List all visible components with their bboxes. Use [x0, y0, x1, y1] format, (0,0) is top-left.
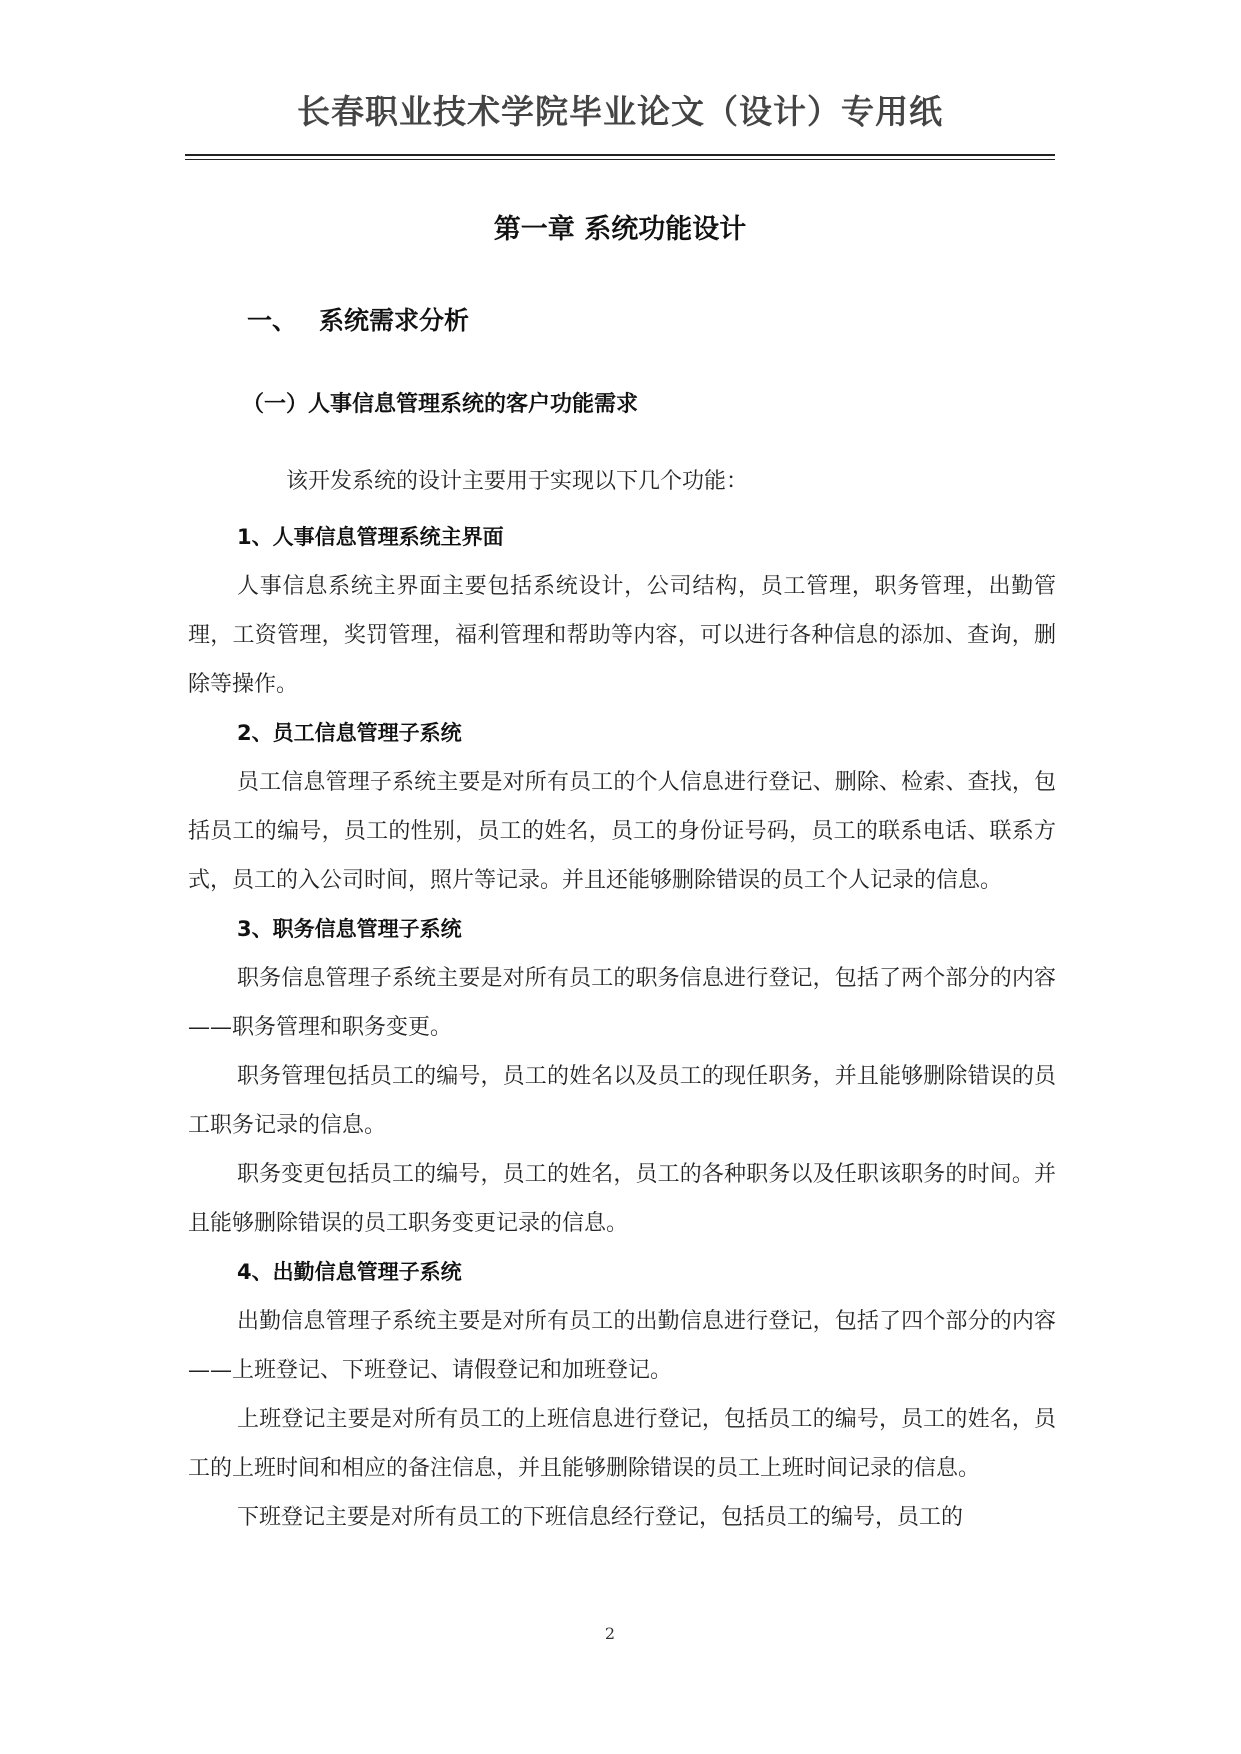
page-number: 2 — [604, 1624, 616, 1643]
paragraph: 出勤信息管理子系统主要是对所有员工的出勤信息进行登记，包括了四个部分的内容——上班登记、下班登记、请假登记和加班登记。 — [188, 1309, 1056, 1383]
section-heading — [247, 301, 469, 337]
item-heading-2: 2、员工信息管理子系统 — [237, 721, 462, 745]
item-heading-3: 3、职务信息管理子系统 — [237, 917, 462, 941]
paragraph: 人事信息系统主界面主要包括系统设计，公司结构，员工管理，职务管理，出勤管理，工资管理，奖罚管理，福利管理和帮助等内容，可以进行各种信息的添加、查询，删除等操作。 — [188, 574, 1056, 697]
header-rule-thick — [185, 154, 1055, 156]
page-header-title: 长春职业技术学院毕业论文（设计）专用纸 — [297, 92, 943, 131]
paragraph: 职务管理包括员工的编号，员工的姓名以及员工的现任职务，并且能够删除错误的员工职务记录的信息。 — [188, 1064, 1056, 1138]
paragraph: 职务信息管理子系统主要是对所有员工的职务信息进行登记，包括了两个部分的内容——职务管理和职务变更。 — [188, 966, 1056, 1040]
section-number: 一、 — [247, 306, 298, 335]
paragraph: 下班登记主要是对所有员工的下班信息经行登记，包括员工的编号，员工的 — [237, 1505, 964, 1530]
intro-paragraph: 该开发系统的设计主要用于实现以下几个功能： — [286, 469, 749, 494]
paragraph: 上班登记主要是对所有员工的上班信息进行登记，包括员工的编号，员工的姓名，员工的上班时间和相应的备注信息，并且能够删除错误的员工上班时间记录的信息。 — [188, 1407, 1056, 1481]
paragraph: 职务变更包括员工的编号，员工的姓名，员工的各种职务以及任职该职务的时间。并且能够删除错误的员工职务变更记录的信息。 — [188, 1162, 1056, 1236]
subsection-heading: （一）人事信息管理系统的客户功能需求 — [242, 392, 639, 417]
item-heading-1: 1、人事信息管理系统主界面 — [237, 525, 504, 549]
chapter-title: 第一章 系统功能设计 — [493, 214, 747, 245]
section-title: 系统需求分析 — [319, 306, 470, 335]
paragraph: 员工信息管理子系统主要是对所有员工的个人信息进行登记、删除、检索、查找，包括员工的编号，员工的性别，员工的姓名，员工的身份证号码，员工的联系电话、联系方式，员工的入公司时间，照片等记录。并且还能够删除错误的员工个人记录的信息。 — [188, 770, 1056, 893]
item-heading-4: 4、出勤信息管理子系统 — [237, 1260, 462, 1284]
body-content — [188, 513, 1056, 1542]
header-rule-thin — [185, 159, 1055, 160]
